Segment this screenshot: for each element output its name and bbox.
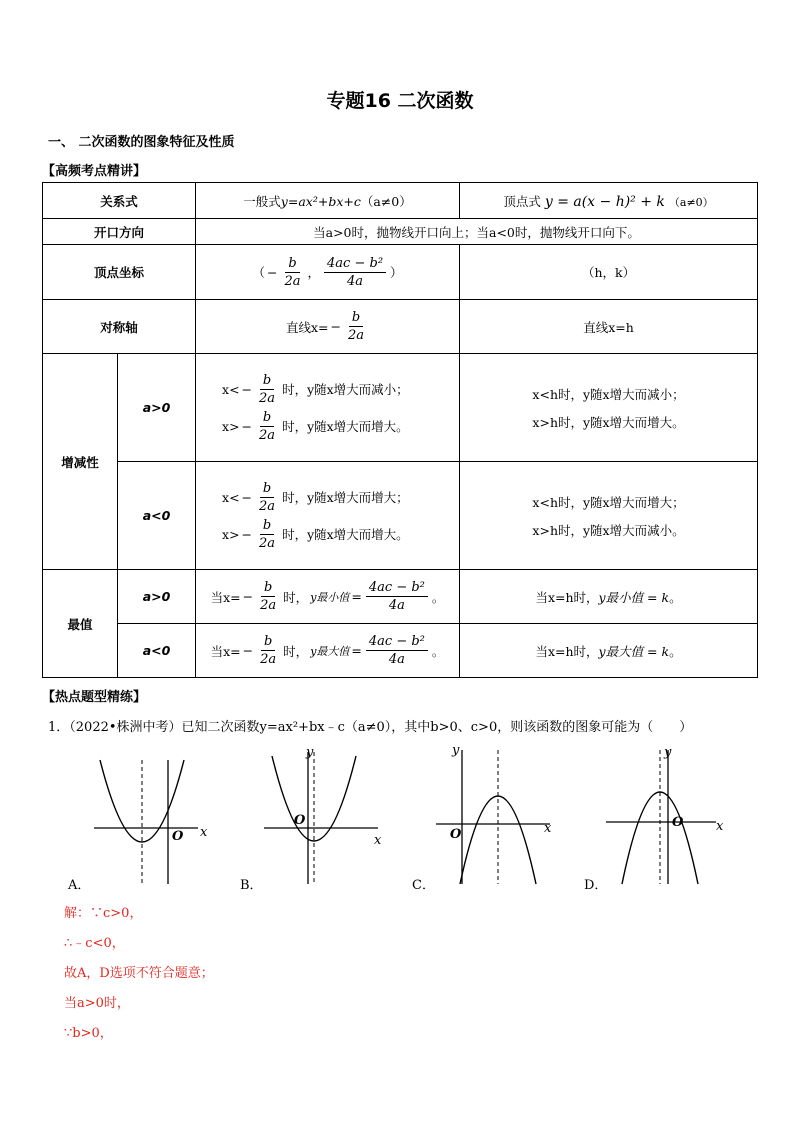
cell-mono-neg-h: x<h时，y随x增大而增大； x>h时，y随x增大而减小。 — [460, 462, 758, 570]
x-axis-label: x — [544, 821, 552, 836]
cell-extreme-pos-formula: 当x= − $\frac{b}{2a}$ 时， y最小值 = $\frac{\text{4ac − b²}}{4a}$ 。 — [196, 570, 460, 624]
fraction-4ac: $\frac{\text{4ac − b²}}{4a}$ — [366, 579, 428, 614]
minus-sign: − — [267, 264, 278, 280]
fraction-b-2a: $\frac{b}{2a}$ — [260, 580, 277, 613]
origin-label: O — [450, 827, 462, 842]
fraction-b-2a: $\frac{b}{2a}$ — [348, 310, 365, 343]
graph-option-c — [430, 746, 580, 886]
option-b-label: B． — [240, 878, 263, 893]
cell-mono-pos-formula: x< − $\frac{b}{2a}$ 时，y随x增大而减小； x> − $\frac{b}{2a}$ 时，y随x增大而增大。 — [196, 354, 460, 462]
general-cond: （a≠0） — [360, 193, 412, 209]
solution-line-1: 解：∵c>0， — [64, 906, 143, 921]
vertex-cond: （a≠0） — [668, 195, 714, 209]
fraction-4ac: $\frac{\text{4ac − b²}}{4a}$ — [324, 255, 386, 290]
label-a-neg: a<0 — [118, 462, 196, 570]
y-min-label: y最小值 — [310, 590, 350, 604]
row-formula — [43, 183, 758, 219]
general-formula: y=ax²+bx+c — [280, 193, 361, 209]
fraction-4ac: $\frac{\text{4ac − b²}}{4a}$ — [366, 633, 428, 668]
y-axis-label: y — [452, 746, 460, 758]
label-a-pos: a>0 — [118, 570, 196, 624]
origin-label: O — [172, 829, 184, 844]
cell-mono-pos-h: x<h时，y随x增大而减小； x>h时，y随x增大而增大。 — [460, 354, 758, 462]
option-c-label: C． — [412, 878, 435, 893]
cell-mono-neg-formula: x< − $\frac{b}{2a}$ 时，y随x增大而增大； x> − $\frac{b}{2a}$ 时，y随x增大而增大。 — [196, 462, 460, 570]
cell-extreme-pos-h: 当x=h时，y最小值 = k。 — [460, 570, 758, 624]
axis-prefix: 直线x= — [285, 319, 329, 335]
cell-axis-formula — [196, 300, 460, 354]
cell-head-opening: 开口方向 — [43, 219, 196, 245]
row-extreme-pos — [43, 570, 758, 624]
x-axis-label: x — [200, 825, 208, 840]
x-axis-label: x — [716, 819, 724, 834]
cell-vertex-form — [460, 183, 758, 219]
row-mono-neg — [43, 462, 758, 570]
paren-left: （ — [252, 265, 265, 280]
row-axis — [43, 300, 758, 354]
y-axis-label: y — [306, 746, 314, 760]
solution-line-3: 故A，D选项不符合题意； — [64, 966, 214, 981]
fraction-b-2a: $\frac{b}{2a}$ — [259, 517, 276, 551]
cell-vertex-coords — [196, 245, 460, 300]
cell-head-vertex: 顶点坐标 — [43, 245, 196, 300]
origin-label: O — [672, 815, 684, 830]
solution-line-5: ∵b>0， — [64, 1026, 113, 1041]
solution-line-4: 当a>0时， — [64, 996, 130, 1011]
properties-table — [42, 182, 758, 678]
fraction-b-2a: $\frac{b}{2a}$ — [259, 409, 276, 443]
y-axis-label: y — [664, 746, 672, 760]
cell-general-form — [196, 183, 460, 219]
solution-line-2: ∴﹣c<0， — [64, 936, 125, 951]
cell-extreme-neg-formula: 当x= − $\frac{b}{2a}$ 时， y最大值 = $\frac{\text{4ac − b²}}{4a}$ 。 — [196, 624, 460, 678]
option-d-label: D． — [584, 878, 608, 893]
paren-right: ） — [390, 265, 403, 280]
graph-option-d — [600, 746, 750, 886]
fraction-b-2a: $\frac{b}{2a}$ — [284, 255, 301, 289]
fraction-b-2a: $\frac{b}{2a}$ — [259, 372, 276, 406]
vertex-formula: y = a(x − h)² + k — [544, 193, 665, 210]
subheading-key-points: 【高频考点精讲】 — [42, 164, 147, 179]
cell-extreme-neg-h: 当x=h时，y最大值 = k。 — [460, 624, 758, 678]
cell-head-formula: 关系式 — [43, 183, 196, 219]
cell-head-mono: 增减性 — [43, 354, 118, 570]
row-vertex — [43, 245, 758, 300]
row-opening — [43, 219, 758, 245]
cell-opening-text: 当a>0时，抛物线开口向上；当a<0时，抛物线开口向下。 — [196, 219, 758, 245]
question-1: 1．（2022•株洲中考）已知二次函数y=ax²+bx﹣c（a≠0），其中b>0、c>0，则该函数的图象可能为（ ） — [48, 720, 693, 735]
row-extreme-neg — [43, 624, 758, 678]
y-max-label: y最大值 — [310, 644, 350, 658]
graph-option-b — [250, 746, 400, 886]
graph-option-a — [86, 746, 236, 886]
vertex-prefix: 顶点式 — [503, 193, 541, 209]
label-a-pos: a>0 — [118, 354, 196, 462]
origin-label: O — [294, 813, 306, 828]
general-prefix: 一般式 — [243, 193, 281, 209]
row-mono-pos — [43, 354, 758, 462]
x-axis-label: x — [374, 833, 382, 848]
comma: ， — [307, 265, 321, 280]
fraction-b-2a: $\frac{b}{2a}$ — [259, 480, 276, 514]
subheading-practice: 【热点题型精练】 — [42, 690, 147, 705]
cell-axis-h: 直线x=h — [460, 300, 758, 354]
cell-head-extreme: 最值 — [43, 570, 118, 678]
label-a-neg: a<0 — [118, 624, 196, 678]
option-a-label: A． — [68, 878, 91, 893]
cell-vertex-hk: （h，k） — [460, 245, 758, 300]
cell-head-axis: 对称轴 — [43, 300, 196, 354]
section-heading: 一、 二次函数的图象特征及性质 — [48, 135, 235, 150]
fraction-b-2a: $\frac{b}{2a}$ — [260, 634, 277, 667]
minus-sign: − — [330, 319, 341, 334]
page-title: 专题16 二次函数 — [326, 90, 474, 112]
